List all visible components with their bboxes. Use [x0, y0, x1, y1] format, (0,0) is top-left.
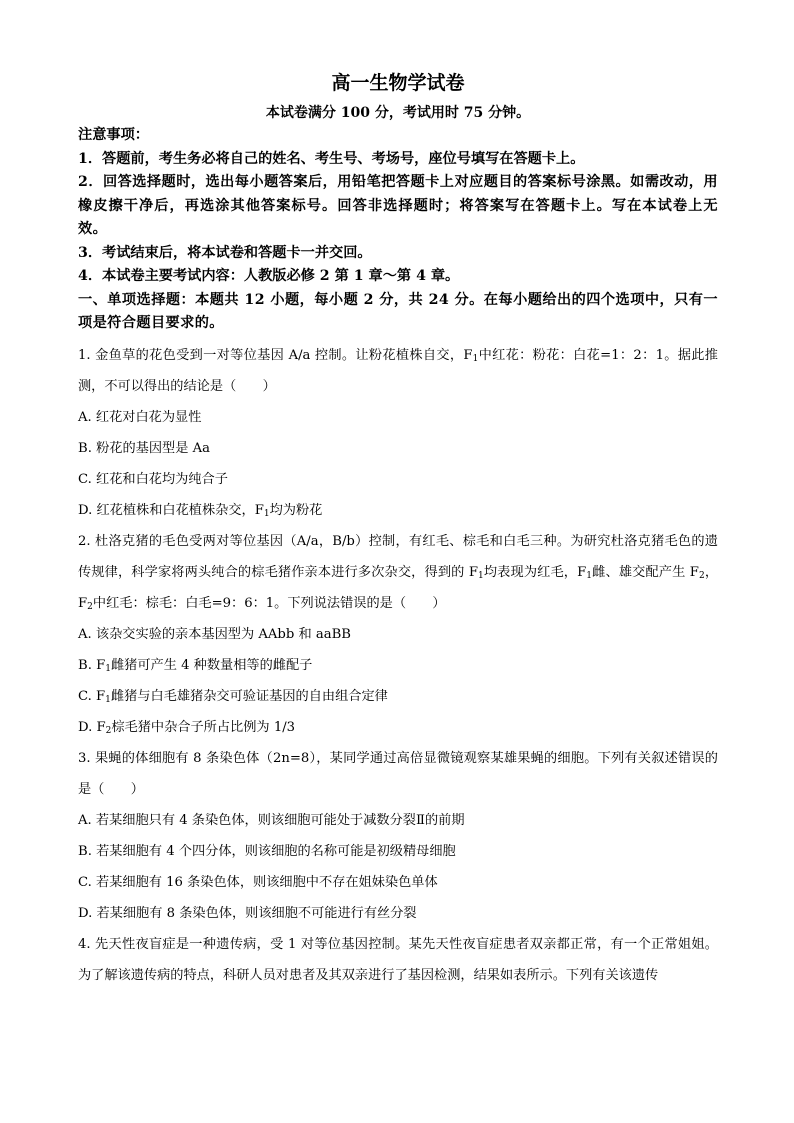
option-text: C. F	[78, 688, 106, 704]
subscript: 1	[105, 694, 111, 705]
stem-text: 雌、雄交配产生 F	[592, 564, 699, 580]
stem-text: 中红毛：棕毛：白毛=9：6：1。下列说法错误的是（ ）	[92, 595, 446, 611]
question-stem	[78, 526, 718, 619]
notice-item-1: 1．答题前，考生务必将自己的姓名、考生号、考场号，座位号填写在答题卡上。	[78, 150, 585, 167]
subscript: 2	[87, 601, 93, 612]
question-stem: 4. 先天性夜盲症是一种遗传病，受 1 对等位基因控制。某先天性夜盲症患者双亲都正常，有一个正常姐姐。为了解该遗传病的特点，科研人员对患者及其双亲进行了基因检测，结果如表所示。下列有关该遗传	[78, 936, 718, 983]
option-c	[78, 681, 718, 712]
subscript: 1	[477, 570, 484, 581]
stem-text: 2. 杜洛克猪的毛色受两对等位基因（A/a，B/b）控制，有红毛、棕毛和白毛三种。为研究杜洛克猪毛色的遗传规律，科学家将两头纯合的棕毛猪作亲本进行多次杂交，得到的 F	[78, 533, 718, 580]
subscript: 1	[586, 570, 593, 581]
question-2	[78, 526, 718, 743]
option-text: 棕毛猪中杂合子所占比例为 1/3	[111, 719, 296, 735]
option-b: B. 粉花的基因型是 Aa	[78, 440, 210, 456]
subscript: 1	[105, 663, 111, 674]
subscript: 1	[263, 508, 270, 519]
notice-item-4: 4．本试卷主要考试内容：人教版必修 2 第 1 章～第 4 章。	[78, 268, 460, 284]
notice-heading: 注意事项：	[78, 127, 149, 143]
option-b: B. 若某细胞有 4 个四分体，则该细胞的名称可能是初级精母细胞	[78, 843, 456, 859]
question-stem: 3. 果蝇的体细胞有 8 条染色体（2n=8），某同学通过高倍显微镜观察某雄果蝇的细胞。下列有关叙述错误的是（ ）	[78, 750, 718, 797]
notice-item-3: 3．考试结束后，将本试卷和答题卡一并交回。	[78, 244, 372, 261]
notice-item-2: 2．回答选择题时，选出每小题答案后，用铅笔把答题卡上对应题目的答案标号涂黑。如需改动，用橡皮擦干净后，再选涂其他答案标号。回答非选择题时；将答案写在答题卡上。写在本试卷上无效。	[78, 174, 718, 237]
option-a: A. 若某细胞只有 4 条染色体，则该细胞可能处于减数分裂Ⅱ的前期	[78, 812, 465, 828]
subscript: 2	[698, 570, 705, 581]
option-a: A. 该杂交实验的亲本基因型为 AAbb 和 aaBB	[78, 626, 351, 642]
option-d	[78, 712, 718, 743]
question-4	[78, 929, 718, 991]
option-d: D. 若某细胞有 8 条染色体，则该细胞不可能进行有丝分裂	[78, 905, 417, 921]
option-b	[78, 650, 718, 681]
question-3	[78, 743, 718, 929]
option-text: B. F	[78, 657, 106, 673]
subscript: 2	[105, 725, 112, 736]
option-text: 均为粉花	[269, 502, 323, 518]
stem-text: 均表现为红毛，F	[483, 564, 587, 580]
option-c: C. 红花和白花均为纯合子	[78, 471, 228, 487]
section-heading: 一、单项选择题：本题共 12 小题，每小题 2 分，共 24 分。在每小题给出的四个选项中，只有一项是符合题目要求的。	[78, 291, 718, 331]
option-text: D. 红花植株和白花植株杂交，F	[78, 502, 264, 518]
option-text: D. F	[78, 719, 106, 735]
stem-text: 中红花：粉花：白花=1：2：1。据此推测，不可以得出的结论是（ ）	[78, 347, 718, 394]
option-text: 雌猪可产生 4 种数量相等的雌配子	[110, 657, 313, 673]
option-text: 雌猪与白毛雄猪杂交可验证基因的自由组合定律	[110, 688, 388, 704]
question-1	[78, 340, 718, 526]
exam-page	[78, 70, 718, 991]
stem-text: 1. 金鱼草的花色受到一对等位基因 A/a 控制。让粉花植株自交，F	[78, 347, 473, 363]
option-d	[78, 495, 718, 526]
question-stem	[78, 340, 718, 402]
stem-text: ，F	[78, 564, 719, 611]
page-title: 高一生物学试卷	[331, 72, 465, 94]
subscript: 1	[472, 353, 479, 364]
option-a: A. 红花对白花为显性	[78, 409, 202, 425]
notice-block	[78, 124, 718, 289]
option-c: C. 若某细胞有 16 条染色体，则该细胞中不存在姐妹染色单体	[78, 874, 438, 890]
page-subtitle: 本试卷满分 100 分，考试用时 75 分钟。	[265, 105, 531, 121]
